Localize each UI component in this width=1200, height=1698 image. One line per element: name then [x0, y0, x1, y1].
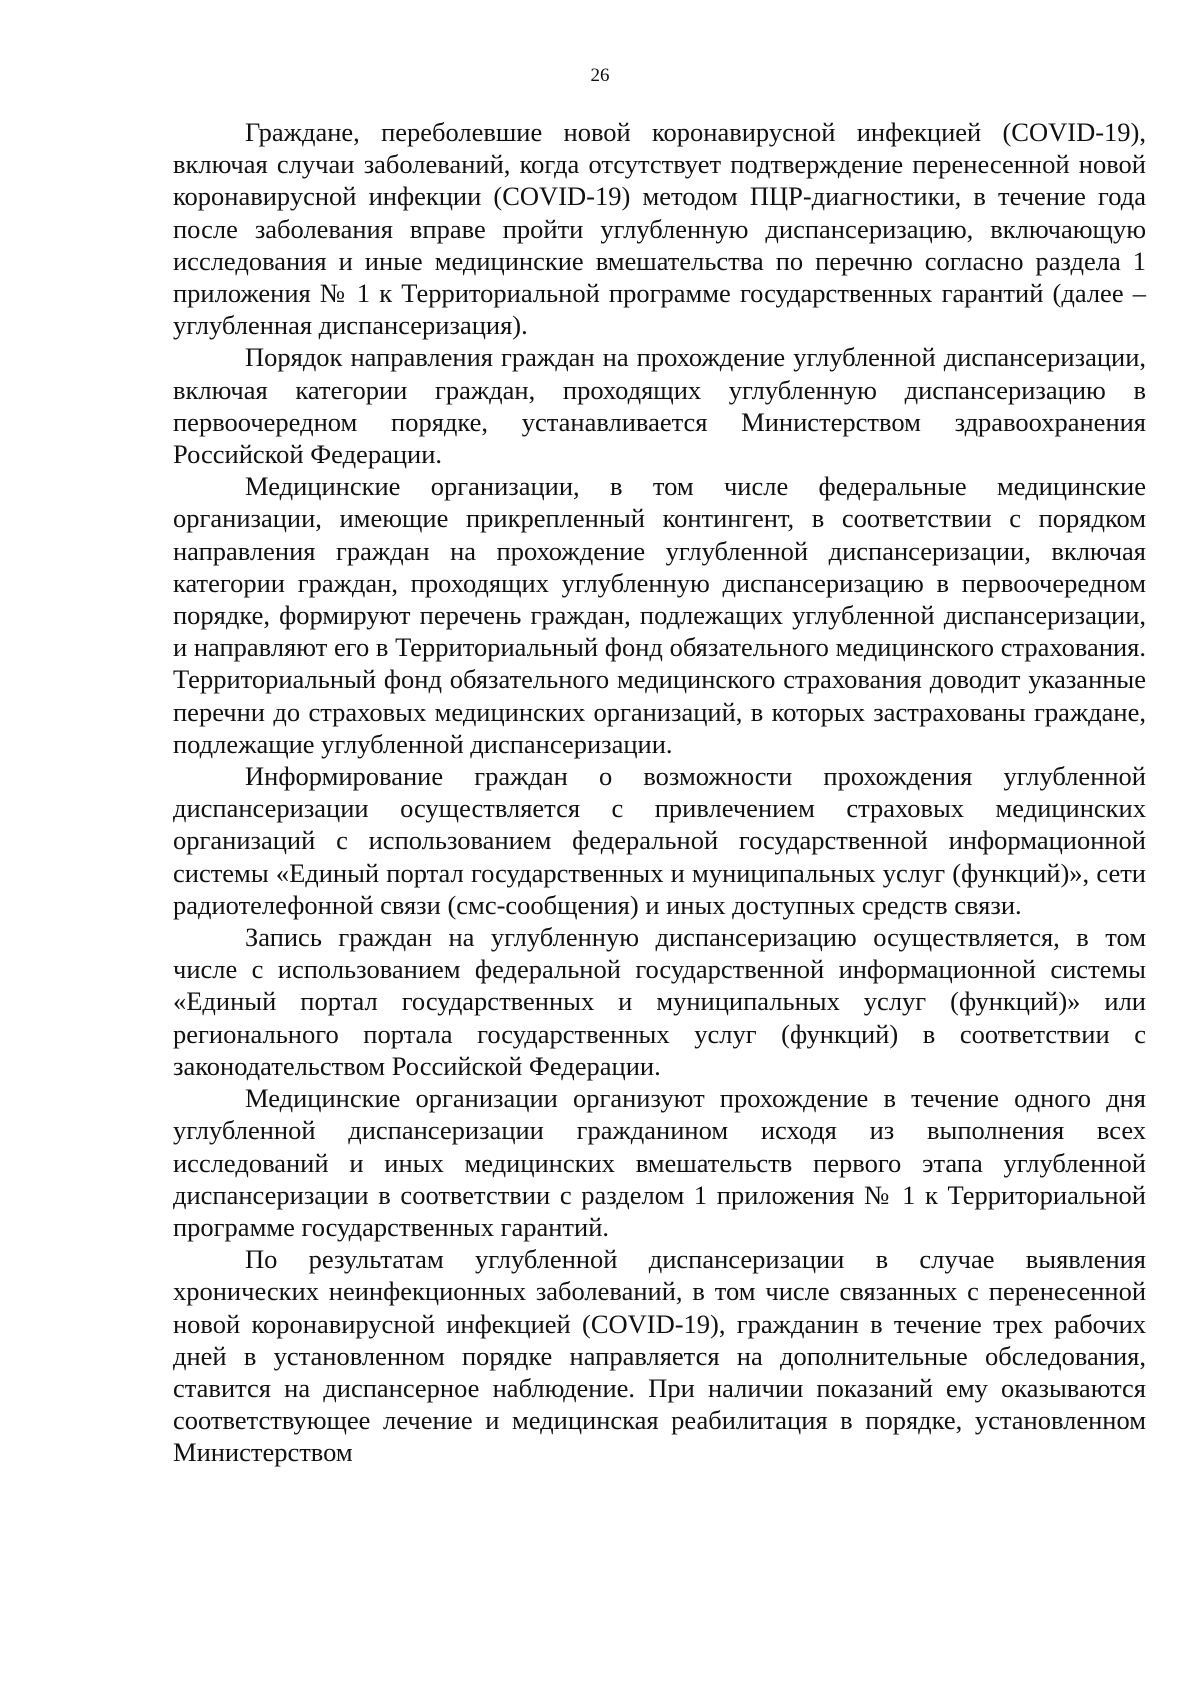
paragraph: По результатам углубленной диспансеризации в случае выявления хронических неинфекционных заболеваний, в том числе связанных с перенесенной новой коронавирусной инфекцией (COVID-19), гражданин в течение трех рабочих дней в установленном порядке направляется на дополнительные обследования, ставится на диспансерное наблюдение. При наличии показаний ему оказываются соответствующее лечение и медицинская реабилитация в порядке, установленном Министерством [173, 1244, 1146, 1468]
document-body [173, 116, 1146, 1469]
paragraph: Запись граждан на углубленную диспансеризацию осуществляется, в том числе с использованием федеральной государственной информационной системы «Единый портал государственных и муниципальных услуг (функций)» или регионального портала государственных услуг (функций) в соответствии с законодательством Российской Федерации. [173, 922, 1146, 1081]
paragraph: Медицинские организации организуют прохождение в течение одного дня углубленной диспансеризации гражданином исходя из выполнения всех исследований и иных медицинских вмешательств первого этапа углубленной диспансеризации в соответствии с разделом 1 приложения № 1 к Территориальной программе государственных гарантий. [173, 1083, 1146, 1242]
page-number: 26 [590, 65, 610, 86]
paragraph: Медицинские организации, в том числе федеральные медицинские организации, имеющие прикрепленный контингент, в соответствии с порядком направления граждан на прохождение углубленной диспансеризации, включая категории граждан, проходящих углубленную диспансеризацию в первоочередном порядке, формируют перечень граждан, подлежащих углубленной диспансеризации, и направляют его в Территориальный фонд обязательного медицинского страхования. Территориальный фонд обязательного медицинского страхования доводит указанные перечни до страховых медицинских организаций, в которых застрахованы граждане, подлежащие углубленной диспансеризации. [173, 471, 1146, 759]
paragraph: Порядок направления граждан на прохождение углубленной диспансеризации, включая категории граждан, проходящих углубленную диспансеризацию в первоочередном порядке, устанавливается Министерством здравоохранения Российской Федерации. [173, 342, 1146, 470]
paragraph: Граждане, переболевшие новой коронавирусной инфекцией (COVID-19), включая случаи заболеваний, когда отсутствует подтверждение перенесенной новой коронавирусной инфекции (COVID-19) методом ПЦР-диагностики, в течение года после заболевания вправе пройти углубленную диспансеризацию, включающую исследования и иные медицинские вмешательства по перечню согласно раздела 1 приложения № 1 к Территориальной программе государственных гарантий (далее – углубленная диспансеризация). [173, 117, 1146, 341]
paragraph: Информирование граждан о возможности прохождения углубленной диспансеризации осуществляется с привлечением страховых медицинских организаций с использованием федеральной государственной информационной системы «Единый портал государственных и муниципальных услуг (функций)», сети радиотелефонной связи (смс-сообщения) и иных доступных средств связи. [173, 761, 1146, 920]
